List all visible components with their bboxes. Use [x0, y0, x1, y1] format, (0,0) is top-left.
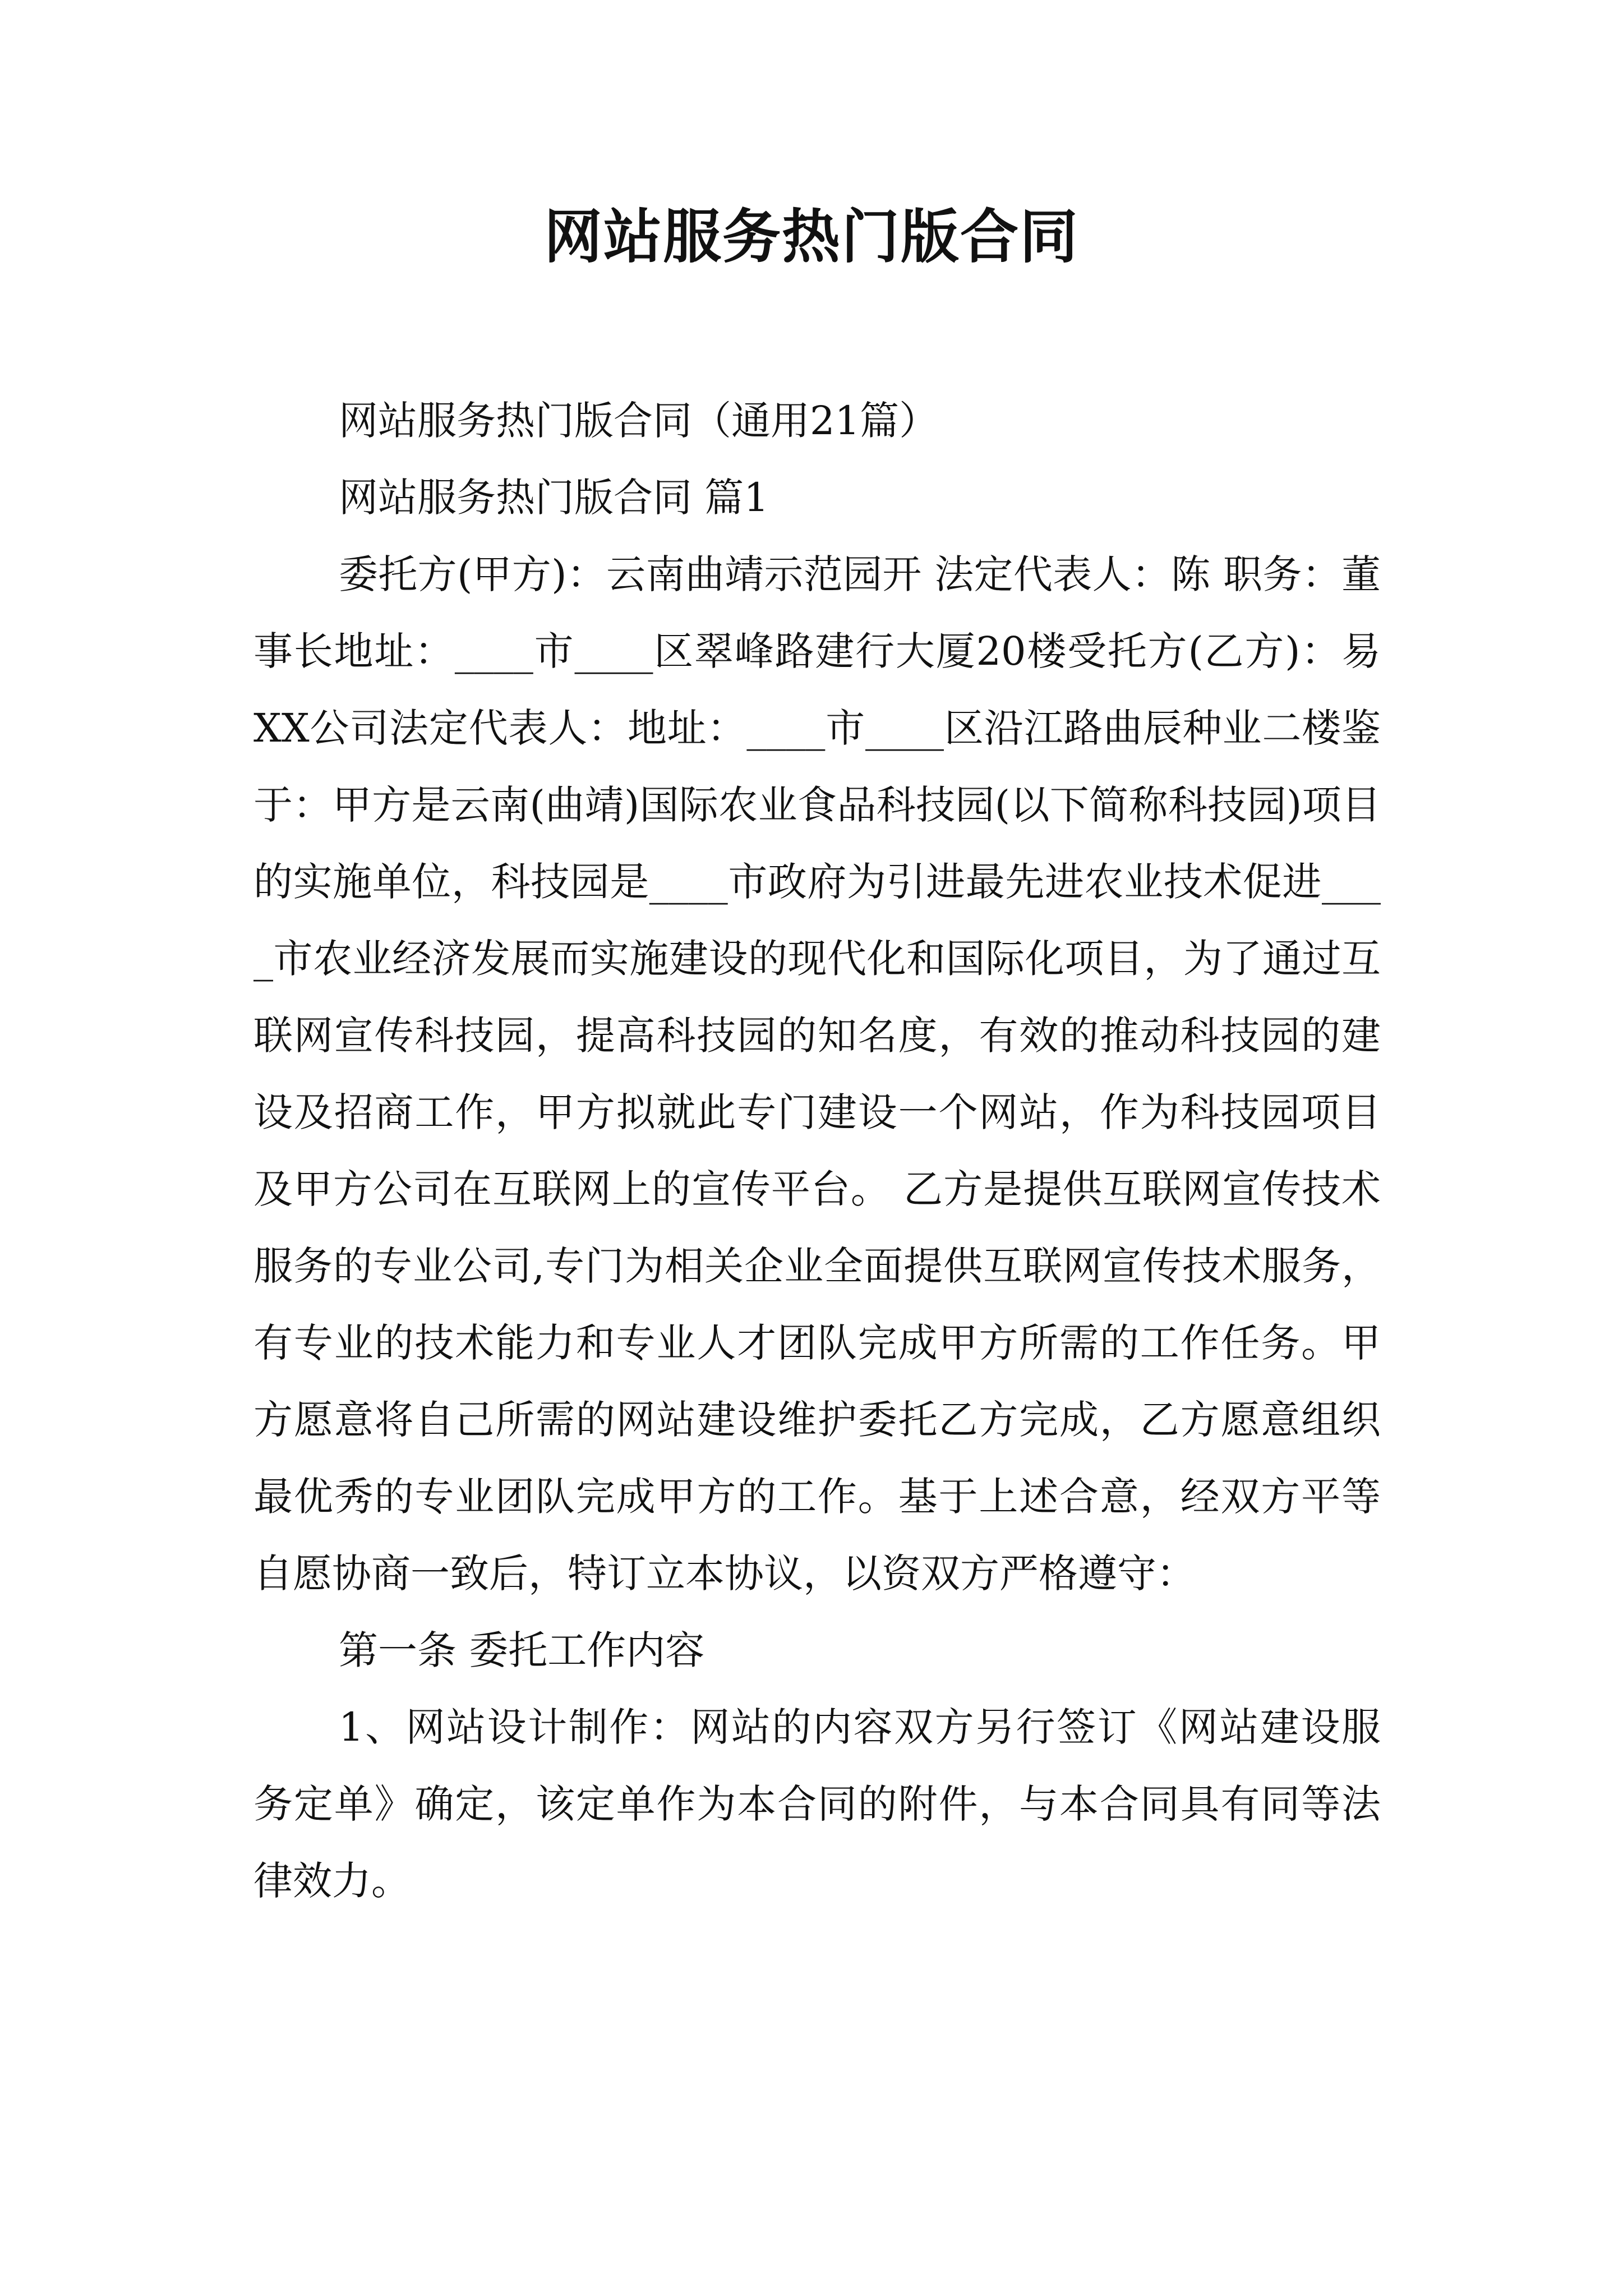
section-heading: 网站服务热门版合同 篇1 [339, 475, 769, 521]
document-body [253, 383, 1381, 1920]
article-clause-paragraph: 1、网站设计制作：网站的内容双方另行签订《网站建设服务定单》确定，该定单作为本合同的附件，与本合同具有同等法律效力。 [253, 1704, 1381, 1904]
contract-preamble-paragraph: 委托方(甲方)：云南曲靖示范园开 法定代表人：陈 职务：董事长地址：____市____区翠峰路建行大厦20楼受托方(乙方)：易XX公司法定代表人：地址：____市____区沿江路曲辰种业二楼鉴于：甲方是云南(曲靖)国际农业食品科技园(以下简称科技园)项目的实施单位，科技园是____市政府为引进最先进农业技术促进____市农业经济发展而实施建设的现代化和国际化项目，为了通过互联网宣传科技园，提高科技园的知名度，有效的推动科技园的建设及招商工作，甲方拟就此专门建设一个网站，作为科技园项目及甲方公司在互联网上的宣传平台。 乙方是提供互联网宣传技术服务的专业公司,专门为相关企业全面提供互联网宣传技术服务，有专业的技术能力和专业人才团队完成甲方所需的工作任务。甲方愿意将自己所需的网站建设维护委托乙方完成，乙方愿意组织最优秀的专业团队完成甲方的工作。基于上述合意，经双方平等自愿协商一致后，特订立本协议，以资双方严格遵守： [253, 551, 1381, 1596]
subtitle-paragraph: 网站服务热门版合同（通用21篇） [339, 398, 939, 444]
article-heading: 第一条 委托工作内容 [339, 1627, 705, 1673]
document-title: 网站服务热门版合同 [543, 203, 1079, 271]
